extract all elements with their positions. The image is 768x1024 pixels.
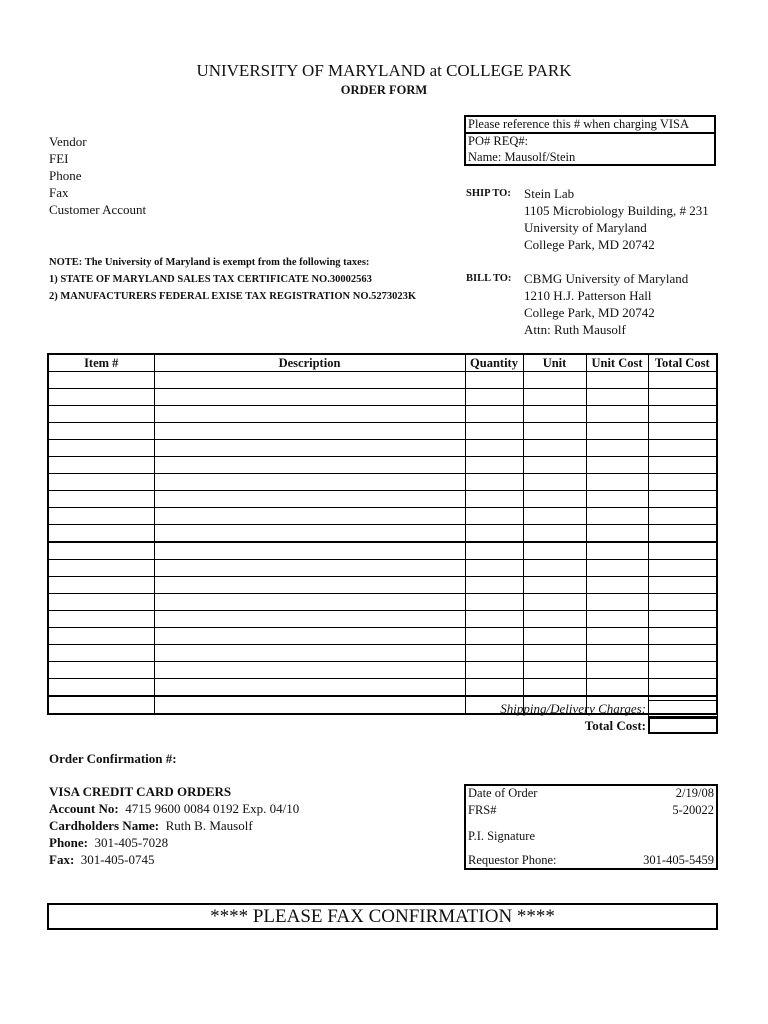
table-cell[interactable] [586, 594, 648, 611]
date-of-order-value: 2/19/08 [675, 786, 714, 800]
table-cell[interactable] [523, 577, 586, 594]
table-cell[interactable] [154, 406, 465, 423]
col-total-cost: Total Cost [648, 354, 717, 372]
table-cell[interactable] [648, 440, 717, 457]
table-cell[interactable] [523, 662, 586, 679]
table-cell[interactable] [465, 594, 523, 611]
col-quantity: Quantity [465, 354, 523, 372]
col-item-number: Item # [48, 354, 154, 372]
table-cell[interactable] [648, 594, 717, 611]
table-cell[interactable] [48, 491, 154, 508]
vendor-label: Vendor [49, 134, 87, 149]
shipping-charges-field[interactable] [648, 700, 718, 717]
table-cell[interactable] [154, 662, 465, 679]
table-cell[interactable] [465, 542, 523, 560]
requestor-phone-value: 301-405-5459 [643, 853, 714, 867]
address-line: 1105 Microbiology Building, # 231 [524, 203, 709, 218]
table-cell[interactable] [48, 679, 154, 697]
table-cell[interactable] [586, 389, 648, 406]
visa-fax-label: Fax: [49, 852, 75, 867]
table-cell[interactable] [154, 611, 465, 628]
table-cell[interactable] [154, 474, 465, 491]
table-cell[interactable] [586, 542, 648, 560]
table-row [48, 577, 717, 594]
table-cell[interactable] [465, 474, 523, 491]
table-cell[interactable] [648, 662, 717, 679]
table-row [48, 474, 717, 491]
table-cell[interactable] [648, 406, 717, 423]
table-cell[interactable] [586, 474, 648, 491]
table-cell[interactable] [586, 577, 648, 594]
table-cell[interactable] [48, 611, 154, 628]
note-line: NOTE: The University of Maryland is exempt from the following taxes: [49, 257, 370, 268]
table-cell[interactable] [154, 389, 465, 406]
table-cell[interactable] [465, 525, 523, 543]
table-cell[interactable] [586, 662, 648, 679]
table-cell[interactable] [523, 679, 586, 697]
table-row [48, 645, 717, 662]
table-cell[interactable] [48, 696, 154, 714]
pi-signature-row [468, 829, 714, 844]
note-line: 1) STATE OF MARYLAND SALES TAX CERTIFICATE NO.30002563 [49, 274, 372, 285]
table-row [48, 423, 717, 440]
table-row [48, 611, 717, 628]
table-cell[interactable] [523, 594, 586, 611]
pi-signature-label: P.I. Signature [468, 829, 536, 843]
total-cost-label: Total Cost: [584, 718, 646, 733]
bill-to-label: BILL TO: [466, 273, 512, 284]
order-details-box [464, 784, 718, 870]
visa-heading: VISA CREDIT CARD ORDERS [49, 784, 232, 799]
table-cell[interactable] [154, 423, 465, 440]
table-cell[interactable] [154, 577, 465, 594]
address-line: 1210 H.J. Patterson Hall [524, 288, 652, 303]
table-row [48, 662, 717, 679]
table-cell[interactable] [154, 491, 465, 508]
table-cell[interactable] [48, 525, 154, 543]
table-cell[interactable] [586, 440, 648, 457]
table-cell[interactable] [154, 440, 465, 457]
table-cell[interactable] [465, 508, 523, 525]
table-header-row [48, 354, 717, 372]
table-row [48, 457, 717, 474]
requestor-phone-label: Requestor Phone: [468, 853, 557, 867]
table-cell[interactable] [586, 679, 648, 697]
table-cell[interactable] [48, 645, 154, 662]
col-description: Description [154, 354, 465, 372]
table-cell[interactable] [648, 457, 717, 474]
table-cell[interactable] [48, 406, 154, 423]
ship-to-label: SHIP TO: [466, 188, 511, 199]
table-cell[interactable] [586, 560, 648, 577]
table-cell[interactable] [154, 525, 465, 543]
address-line: College Park, MD 20742 [524, 237, 655, 252]
table-cell[interactable] [48, 594, 154, 611]
table-cell[interactable] [154, 628, 465, 645]
account-label: Account No: [49, 801, 119, 816]
table-cell[interactable] [523, 525, 586, 543]
po-req-field[interactable]: PO# REQ#: [468, 134, 529, 148]
frs-row [468, 803, 714, 818]
table-cell[interactable] [48, 542, 154, 560]
visa-orders-section [49, 783, 299, 868]
table-cell[interactable] [154, 372, 465, 389]
po-reference-note: Please reference this # when charging VISA [466, 117, 714, 134]
fax-label: Fax [49, 185, 69, 200]
table-cell[interactable] [465, 491, 523, 508]
table-cell[interactable] [154, 679, 465, 697]
table-cell[interactable] [523, 542, 586, 560]
table-cell[interactable] [48, 423, 154, 440]
visa-phone-label: Phone: [49, 835, 88, 850]
cardholder-row [49, 817, 299, 834]
total-cost-field[interactable] [648, 717, 718, 734]
table-cell[interactable] [648, 525, 717, 543]
table-cell[interactable] [523, 457, 586, 474]
table-cell[interactable] [523, 560, 586, 577]
table-cell[interactable] [465, 406, 523, 423]
po-name-field: Name: Mausolf/Stein [468, 150, 576, 164]
cardholder-value: Ruth B. Mausolf [165, 818, 253, 833]
items-body [48, 372, 717, 715]
table-cell[interactable] [523, 474, 586, 491]
table-cell[interactable] [154, 508, 465, 525]
table-cell[interactable] [523, 491, 586, 508]
address-line: Attn: Ruth Mausolf [524, 322, 626, 337]
visa-phone-value: 301-405-7028 [94, 835, 169, 850]
table-cell[interactable] [586, 645, 648, 662]
table-cell[interactable] [465, 457, 523, 474]
table-cell[interactable] [465, 645, 523, 662]
table-row [48, 525, 717, 543]
form-subtitle: ORDER FORM [340, 83, 428, 97]
table-cell[interactable] [523, 423, 586, 440]
table-cell[interactable] [465, 662, 523, 679]
table-cell[interactable] [586, 628, 648, 645]
table-cell[interactable] [154, 594, 465, 611]
cardholder-label: Cardholders Name: [49, 818, 160, 833]
visa-fax-value: 301-405-0745 [80, 852, 155, 867]
table-cell[interactable] [48, 577, 154, 594]
table-cell[interactable] [648, 645, 717, 662]
table-cell[interactable] [648, 611, 717, 628]
table-cell[interactable] [648, 679, 717, 697]
table-row [48, 440, 717, 457]
table-cell[interactable] [154, 542, 465, 560]
table-cell[interactable] [48, 389, 154, 406]
customer-account-label: Customer Account [49, 202, 147, 217]
table-cell[interactable] [586, 372, 648, 389]
table-cell[interactable] [48, 372, 154, 389]
table-cell[interactable] [648, 508, 717, 525]
table-cell[interactable] [648, 577, 717, 594]
account-value: 4715 9600 0084 0192 Exp. 04/10 [125, 801, 300, 816]
table-cell[interactable] [48, 457, 154, 474]
table-cell[interactable] [523, 440, 586, 457]
table-cell[interactable] [586, 508, 648, 525]
table-cell[interactable] [648, 560, 717, 577]
table-cell[interactable] [154, 645, 465, 662]
table-cell[interactable] [586, 611, 648, 628]
bill-to-address [524, 270, 688, 338]
table-cell[interactable] [465, 628, 523, 645]
table-cell[interactable] [586, 457, 648, 474]
table-cell[interactable] [523, 611, 586, 628]
table-cell[interactable] [586, 423, 648, 440]
date-of-order-row [468, 786, 714, 801]
table-cell[interactable] [465, 679, 523, 697]
po-reference-box [464, 115, 716, 166]
col-unit: Unit [523, 354, 586, 372]
table-cell[interactable] [586, 491, 648, 508]
phone-row [49, 834, 299, 851]
table-row [48, 679, 717, 697]
table-cell[interactable] [48, 474, 154, 491]
table-cell[interactable] [154, 696, 465, 714]
table-cell[interactable] [465, 389, 523, 406]
table-cell[interactable] [523, 508, 586, 525]
table-cell[interactable] [465, 577, 523, 594]
tax-exempt-note [49, 254, 416, 305]
table-cell[interactable] [154, 457, 465, 474]
table-cell[interactable] [648, 389, 717, 406]
table-cell[interactable] [465, 611, 523, 628]
table-cell[interactable] [48, 662, 154, 679]
frs-label: FRS# [468, 803, 497, 817]
address-line: College Park, MD 20742 [524, 305, 655, 320]
table-row [48, 594, 717, 611]
table-cell[interactable] [523, 628, 586, 645]
fei-label: FEI [49, 151, 69, 166]
vendor-info [49, 133, 146, 218]
table-cell[interactable] [523, 389, 586, 406]
table-cell[interactable] [586, 406, 648, 423]
table-cell[interactable] [523, 372, 586, 389]
table-row [48, 406, 717, 423]
table-row [48, 372, 717, 389]
table-cell[interactable] [648, 628, 717, 645]
order-confirmation-label: Order Confirmation #: [49, 751, 177, 766]
phone-label: Phone [49, 168, 82, 183]
address-line: University of Maryland [524, 220, 647, 235]
table-cell[interactable] [465, 372, 523, 389]
table-cell[interactable] [648, 491, 717, 508]
table-row [48, 508, 717, 525]
items-table [47, 353, 718, 715]
table-cell[interactable] [648, 474, 717, 491]
table-row [48, 560, 717, 577]
table-cell[interactable] [48, 508, 154, 525]
frs-value: 5-20022 [672, 803, 714, 817]
table-row [48, 628, 717, 645]
table-cell[interactable] [648, 542, 717, 560]
table-cell[interactable] [48, 560, 154, 577]
form-title: UNIVERSITY OF MARYLAND at COLLEGE PARK [196, 61, 572, 80]
table-cell[interactable] [465, 560, 523, 577]
table-cell[interactable] [648, 372, 717, 389]
table-cell[interactable] [523, 406, 586, 423]
table-cell[interactable] [48, 440, 154, 457]
table-cell[interactable] [465, 423, 523, 440]
table-row [48, 491, 717, 508]
table-row [48, 389, 717, 406]
fax-confirmation-banner: **** PLEASE FAX CONFIRMATION **** [47, 903, 718, 930]
table-cell[interactable] [648, 423, 717, 440]
table-cell[interactable] [48, 628, 154, 645]
fax-row [49, 851, 299, 868]
note-line: 2) MANUFACTURERS FEDERAL EXISE TAX REGISTRATION NO.5273023K [49, 291, 417, 302]
address-line: CBMG University of Maryland [524, 271, 689, 286]
account-row [49, 800, 299, 817]
table-cell[interactable] [465, 440, 523, 457]
table-cell[interactable] [154, 560, 465, 577]
table-cell[interactable] [523, 645, 586, 662]
address-line: Stein Lab [524, 186, 575, 201]
ship-to-address [524, 185, 709, 253]
col-unit-cost: Unit Cost [586, 354, 648, 372]
table-row [48, 542, 717, 560]
date-of-order-label: Date of Order [468, 786, 538, 800]
requestor-phone-row [468, 853, 714, 868]
shipping-charges-label: Shipping/Delivery Charges: [500, 701, 646, 716]
table-cell[interactable] [586, 525, 648, 543]
